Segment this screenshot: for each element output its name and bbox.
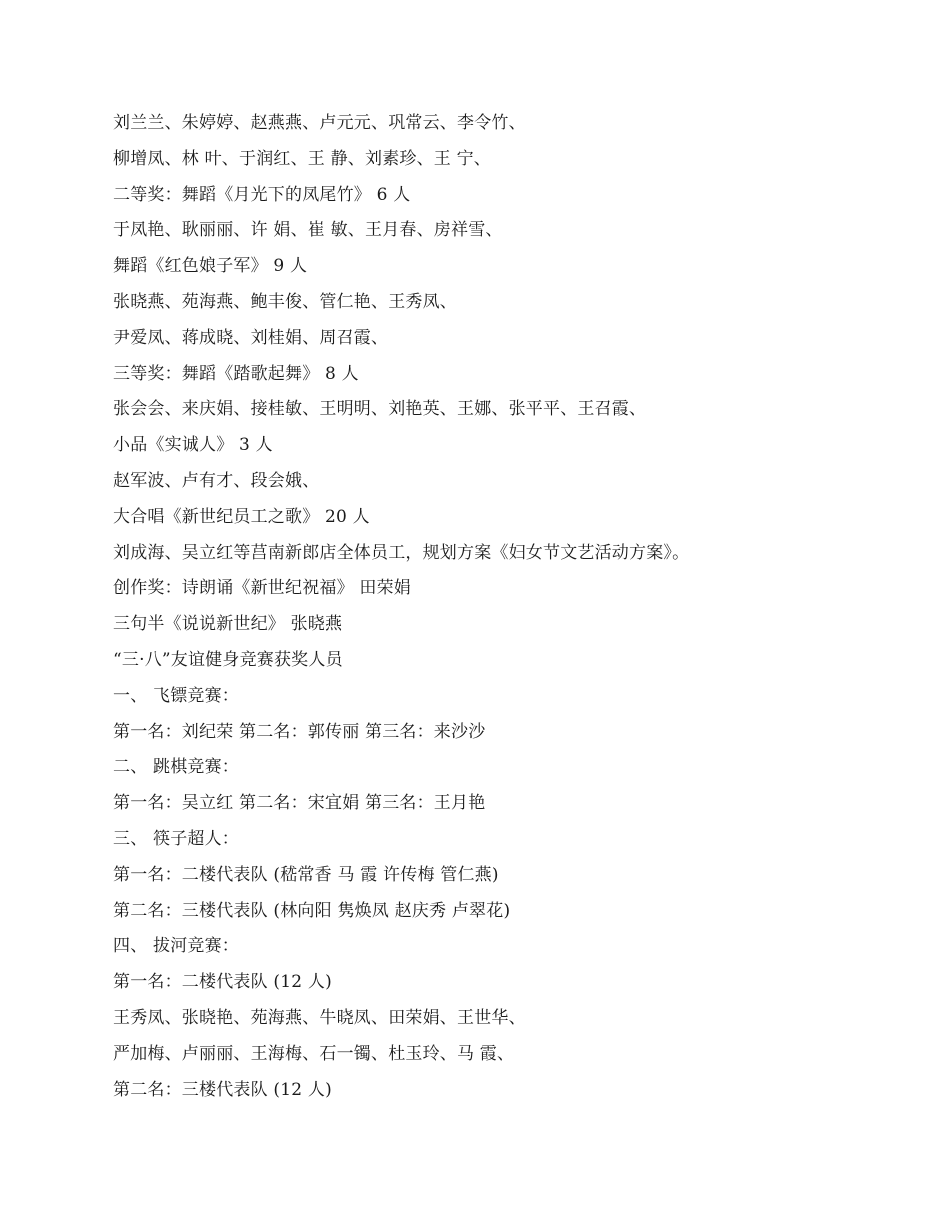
text-line: 二、 跳棋竞赛： (113, 757, 240, 778)
text-line: 一、 飞镖竞赛： (113, 685, 240, 706)
text-line: 赵军波、卢有才、段会娥、 (113, 470, 320, 491)
text-line: 张会会、来庆娟、接桂敏、王明明、刘艳英、王娜、张平平、王召霞、 (113, 399, 647, 420)
text-line: 三句半《说说新世纪》 张晓燕 (113, 614, 343, 635)
text-line: 第一名：刘纪荣 第二名：郭传丽 第三名：来沙沙 (113, 721, 486, 742)
text-line: 大合唱《新世纪员工之歌》 20 人 (113, 506, 370, 527)
text-line: 刘兰兰、朱婷婷、赵燕燕、卢元元、巩常云、李令竹、 (113, 113, 526, 133)
text-line: 第一名：吴立红 第二名：宋宜娟 第三名：王月艳 (113, 793, 486, 814)
section-heading: “三·八”友谊健身竞赛获奖人员 (113, 649, 343, 670)
text-line: 于凤艳、耿丽丽、许 娟、崔 敏、王月春、房祥雪、 (113, 220, 503, 241)
text-line: 张晓燕、苑海燕、鲍丰俊、管仁艳、王秀凤、 (113, 291, 457, 312)
text-line: 严加梅、卢丽丽、王海梅、石一镯、杜玉玲、马 霞、 (113, 1043, 515, 1064)
text-line: 二等奖：舞蹈《月光下的凤尾竹》 6 人 (113, 184, 411, 205)
text-line: 四、 拔河竞赛： (113, 936, 240, 957)
text-line: 第二名：三楼代表队 (林向阳 隽焕凤 赵庆秀 卢翠花) (113, 900, 511, 921)
text-line: 三、 筷子超人： (113, 828, 240, 849)
text-line: 小品《实诚人》 3 人 (113, 435, 273, 456)
text-line: 王秀凤、张晓艳、苑海燕、牛晓凤、田荣娟、王世华、 (113, 1007, 526, 1028)
text-line: 柳增凤、林 叶、于润红、王 静、刘素珍、王 宁、 (113, 148, 492, 169)
document-body (113, 106, 893, 1108)
text-line: 第二名：三楼代表队 (12 人) (113, 1079, 332, 1100)
text-line: 第一名：二楼代表队 (12 人) (113, 972, 332, 993)
text-line: 第一名：二楼代表队 (嵇常香 马 霞 许传梅 管仁燕) (113, 864, 499, 885)
text-line: 刘成海、吴立红等莒南新郎店全体员工，规划方案《妇女节文艺活动方案》。 (113, 542, 690, 563)
text-line: 创作奖：诗朗诵《新世纪祝福》 田荣娟 (113, 578, 412, 599)
text-line: 尹爱凤、蒋成晓、刘桂娟、周召霞、 (113, 327, 389, 348)
text-line: 舞蹈《红色娘子军》 9 人 (113, 256, 308, 277)
text-line: 三等奖：舞蹈《踏歌起舞》 8 人 (113, 363, 359, 384)
